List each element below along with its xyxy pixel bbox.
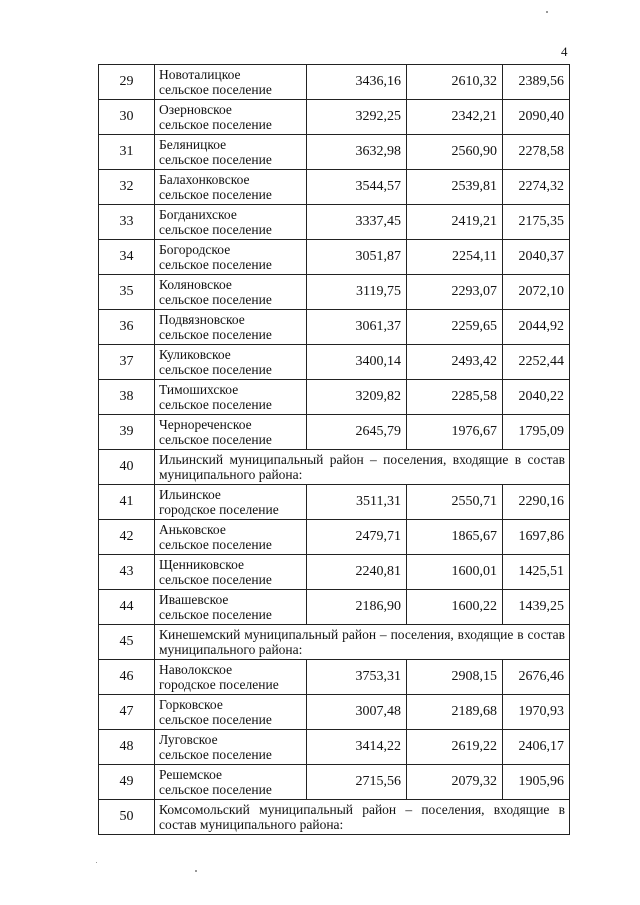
value-col2: 2908,15	[407, 660, 503, 695]
settlement-type-line2: сельское поселение	[159, 747, 272, 762]
value-col2: 1600,01	[407, 555, 503, 590]
value-col2: 2285,58	[407, 380, 503, 415]
settlement-name	[155, 415, 307, 450]
settlement-type-line2: сельское поселение	[159, 292, 272, 307]
value-col3: 2175,35	[503, 205, 570, 240]
row-number: 35	[99, 275, 155, 310]
settlement-type-line2: сельское поселение	[159, 82, 272, 97]
settlement-name	[155, 345, 307, 380]
table-row	[99, 695, 570, 730]
table-row	[99, 660, 570, 695]
row-number: 46	[99, 660, 155, 695]
value-col2: 2493,42	[407, 345, 503, 380]
settlement-name-line1: Озерновское	[159, 101, 232, 117]
settlement-name-line1: Балахонковское	[159, 171, 250, 187]
table-row	[99, 240, 570, 275]
scan-speck	[96, 862, 97, 863]
value-col1: 3119,75	[307, 275, 407, 310]
row-number: 41	[99, 485, 155, 520]
settlement-type-line2: сельское поселение	[159, 572, 272, 587]
row-number: 49	[99, 765, 155, 800]
value-col2: 1976,67	[407, 415, 503, 450]
settlement-name	[155, 205, 307, 240]
value-col3: 2278,58	[503, 135, 570, 170]
table-row	[99, 415, 570, 450]
value-col2: 1865,67	[407, 520, 503, 555]
value-col1: 3400,14	[307, 345, 407, 380]
value-col3: 2406,17	[503, 730, 570, 765]
value-col1: 3051,87	[307, 240, 407, 275]
settlement-name	[155, 310, 307, 345]
value-col3: 2040,22	[503, 380, 570, 415]
scan-speck	[546, 11, 548, 13]
value-col3: 1970,93	[503, 695, 570, 730]
settlement-name-line1: Богданихское	[159, 206, 237, 222]
settlement-name-line1: Наволокское	[159, 661, 233, 677]
value-col3: 2072,10	[503, 275, 570, 310]
settlement-name-line1: Подвязновское	[159, 311, 245, 327]
value-col3: 2252,44	[503, 345, 570, 380]
settlement-table	[98, 64, 570, 835]
settlement-type-line2: сельское поселение	[159, 712, 272, 727]
table-row	[99, 310, 570, 345]
district-header-text: Ильинский муниципальный район – поселения, входящие в состав муниципального района:	[155, 450, 570, 485]
value-col1: 3292,25	[307, 100, 407, 135]
table-row	[99, 555, 570, 590]
settlement-type-line2: сельское поселение	[159, 257, 272, 272]
settlement-name	[155, 100, 307, 135]
value-col1: 3337,45	[307, 205, 407, 240]
table-row	[99, 520, 570, 555]
table-row	[99, 65, 570, 100]
row-number: 39	[99, 415, 155, 450]
row-number: 43	[99, 555, 155, 590]
table-row	[99, 170, 570, 205]
table-row	[99, 730, 570, 765]
value-col2: 1600,22	[407, 590, 503, 625]
settlement-name	[155, 275, 307, 310]
value-col2: 2342,21	[407, 100, 503, 135]
settlement-name	[155, 135, 307, 170]
settlement-type-line2: городское поселение	[159, 502, 279, 517]
value-col1: 2645,79	[307, 415, 407, 450]
value-col1: 2479,71	[307, 520, 407, 555]
table-row	[99, 135, 570, 170]
settlement-name	[155, 695, 307, 730]
settlement-type-line2: сельское поселение	[159, 117, 272, 132]
row-number: 30	[99, 100, 155, 135]
settlement-name-line1: Решемское	[159, 766, 223, 782]
settlement-type-line2: сельское поселение	[159, 222, 272, 237]
settlement-type-line2: сельское поселение	[159, 187, 272, 202]
value-col2: 2079,32	[407, 765, 503, 800]
value-col3: 2040,37	[503, 240, 570, 275]
settlement-type-line2: сельское поселение	[159, 782, 272, 797]
value-col1: 3511,31	[307, 485, 407, 520]
value-col3: 2090,40	[503, 100, 570, 135]
settlement-name-line1: Ивашевское	[159, 591, 229, 607]
row-number: 38	[99, 380, 155, 415]
settlement-name-line1: Горковское	[159, 696, 223, 712]
table-body	[99, 65, 570, 835]
district-header-text: Кинешемский муниципальный район – поселения, входящие в состав муниципального района:	[155, 625, 570, 660]
settlement-name	[155, 485, 307, 520]
settlement-name-line1: Тимошихское	[159, 381, 239, 397]
value-col3: 1425,51	[503, 555, 570, 590]
value-col1: 3632,98	[307, 135, 407, 170]
value-col1: 2240,81	[307, 555, 407, 590]
value-col3: 1905,96	[503, 765, 570, 800]
row-number: 33	[99, 205, 155, 240]
row-number: 34	[99, 240, 155, 275]
row-number: 36	[99, 310, 155, 345]
value-col3: 2274,32	[503, 170, 570, 205]
value-col1: 3007,48	[307, 695, 407, 730]
table-row	[99, 275, 570, 310]
settlement-type-line2: сельское поселение	[159, 537, 272, 552]
row-number: 32	[99, 170, 155, 205]
row-number: 44	[99, 590, 155, 625]
settlement-name-line1: Луговское	[159, 731, 218, 747]
value-col2: 2293,07	[407, 275, 503, 310]
value-col2: 2189,68	[407, 695, 503, 730]
value-col2: 2619,22	[407, 730, 503, 765]
value-col2: 2259,65	[407, 310, 503, 345]
row-number: 47	[99, 695, 155, 730]
settlement-name	[155, 765, 307, 800]
value-col3: 2290,16	[503, 485, 570, 520]
row-number: 40	[99, 450, 155, 485]
table-row	[99, 205, 570, 240]
settlement-name	[155, 660, 307, 695]
settlement-name-line1: Богородское	[159, 241, 231, 257]
settlement-name-line1: Аньковское	[159, 521, 226, 537]
table-row	[99, 100, 570, 135]
settlement-type-line2: городское поселение	[159, 677, 279, 692]
row-number: 42	[99, 520, 155, 555]
settlement-type-line2: сельское поселение	[159, 362, 272, 377]
settlement-name-line1: Чернореченское	[159, 416, 252, 432]
value-col3: 1439,25	[503, 590, 570, 625]
value-col1: 3061,37	[307, 310, 407, 345]
value-col2: 2539,81	[407, 170, 503, 205]
row-number: 48	[99, 730, 155, 765]
row-number: 31	[99, 135, 155, 170]
district-header-row	[99, 800, 570, 835]
settlement-name	[155, 240, 307, 275]
settlement-name	[155, 555, 307, 590]
settlement-type-line2: сельское поселение	[159, 327, 272, 342]
settlement-name-line1: Куликовское	[159, 346, 231, 362]
value-col3: 2389,56	[503, 65, 570, 100]
value-col1: 3414,22	[307, 730, 407, 765]
value-col1: 3753,31	[307, 660, 407, 695]
table-row	[99, 765, 570, 800]
table-row	[99, 590, 570, 625]
table-row	[99, 380, 570, 415]
settlement-type-line2: сельское поселение	[159, 607, 272, 622]
value-col3: 1795,09	[503, 415, 570, 450]
value-col3: 2676,46	[503, 660, 570, 695]
district-header-text: Комсомольский муниципальный район – поселения, входящие в состав муниципального района:	[155, 800, 570, 835]
value-col1: 3436,16	[307, 65, 407, 100]
value-col1: 2715,56	[307, 765, 407, 800]
settlement-name	[155, 520, 307, 555]
settlement-name	[155, 170, 307, 205]
settlement-type-line2: сельское поселение	[159, 397, 272, 412]
row-number: 50	[99, 800, 155, 835]
settlement-type-line2: сельское поселение	[159, 152, 272, 167]
settlement-type-line2: сельское поселение	[159, 432, 272, 447]
settlement-name-line1: Щенниковское	[159, 556, 244, 572]
value-col2: 2610,32	[407, 65, 503, 100]
settlement-name-line1: Новоталицкое	[159, 66, 241, 82]
value-col2: 2419,21	[407, 205, 503, 240]
page-number: 4	[561, 44, 568, 59]
district-header-row	[99, 625, 570, 660]
settlement-name-line1: Коляновское	[159, 276, 232, 292]
value-col1: 2186,90	[307, 590, 407, 625]
value-col1: 3209,82	[307, 380, 407, 415]
value-col2: 2550,71	[407, 485, 503, 520]
row-number: 45	[99, 625, 155, 660]
row-number: 29	[99, 65, 155, 100]
settlement-name-line1: Беляницкое	[159, 136, 227, 152]
row-number: 37	[99, 345, 155, 380]
value-col3: 2044,92	[503, 310, 570, 345]
value-col3: 1697,86	[503, 520, 570, 555]
settlement-name	[155, 380, 307, 415]
value-col2: 2254,11	[407, 240, 503, 275]
settlement-name-line1: Ильинское	[159, 486, 221, 502]
settlement-name	[155, 590, 307, 625]
value-col1: 3544,57	[307, 170, 407, 205]
settlement-name	[155, 730, 307, 765]
district-header-row	[99, 450, 570, 485]
value-col2: 2560,90	[407, 135, 503, 170]
scan-speck	[195, 870, 197, 872]
table-row	[99, 485, 570, 520]
settlement-name	[155, 65, 307, 100]
table-row	[99, 345, 570, 380]
